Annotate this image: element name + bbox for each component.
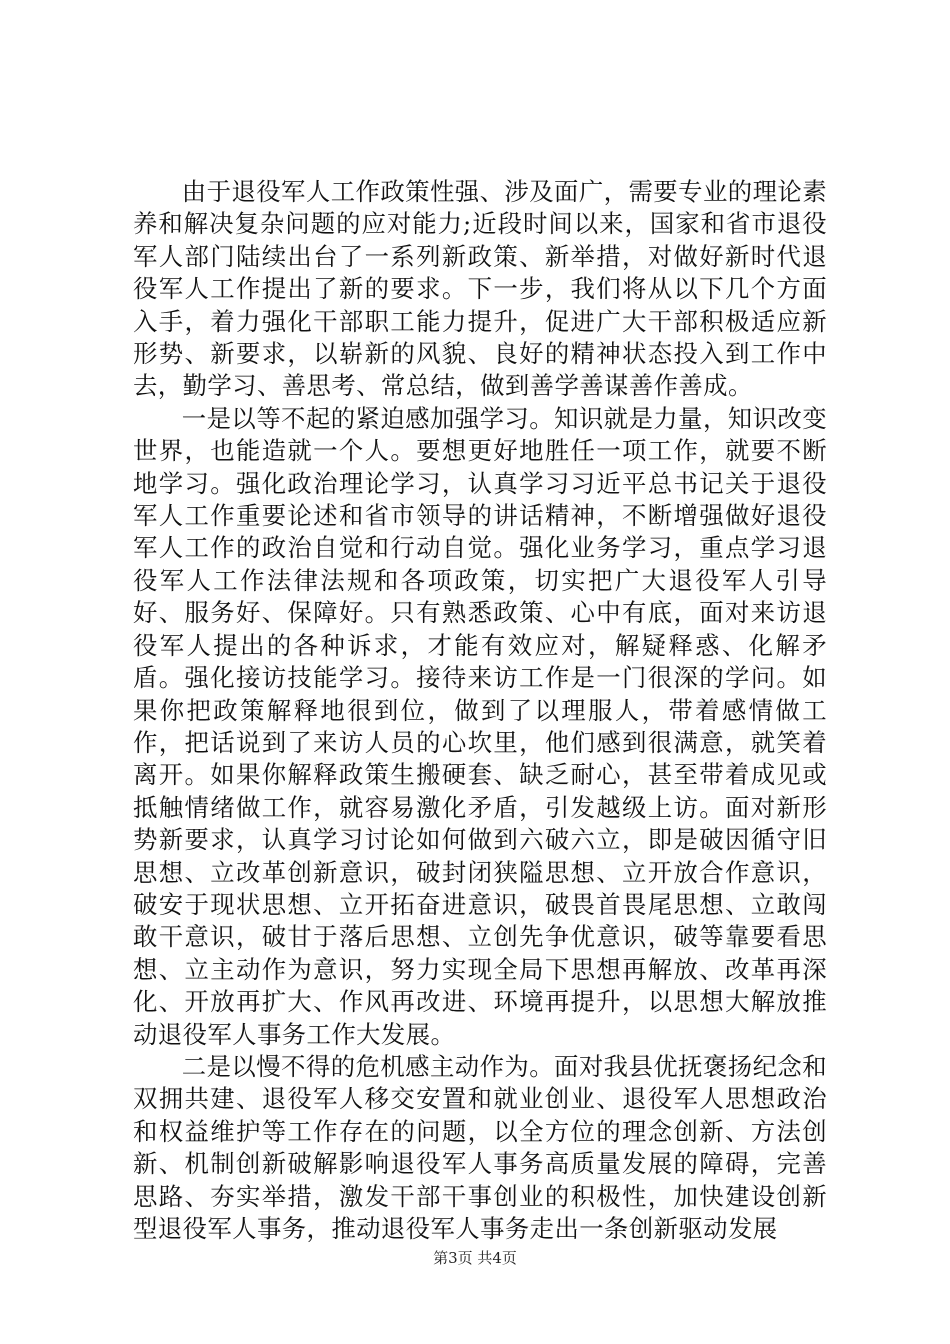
paragraph-intro: 由于退役军人工作政策性强、涉及面广，需要专业的理论素养和解决复杂问题的应对能力;近段时间以来，国家和省市退役军人部门陆续出台了一系列新政策、新举措，对做好新时代退役军人工作提出了新的要求。下一步，我们将从以下几个方面入手，着力强化干部职工能力提升，促进广大干部积极适应新形势、新要求，以崭新的风貌、良好的精神状态投入到工作中去，勤学习、善思考、常总结，做到善学善谋善作善成。 (133, 177, 827, 401)
document-body (133, 176, 827, 1245)
page-number-footer: 第3页 共4页 (433, 1249, 517, 1267)
paragraph-point-one: 一是以等不起的紧迫感加强学习。知识就是力量，知识改变世界，也能造就一个人。要想更好地胜任一项工作，就要不断地学习。强化政治理论学习，认真学习习近平总书记关于退役军人工作重要论述和省市领导的讲话精神，不断增强做好退役军人工作的政治自觉和行动自觉。强化业务学习，重点学习退役军人工作法律法规和各项政策，切实把广大退役军人引导好、服务好、保障好。只有熟悉政策、心中有底，面对来访退役军人提出的各种诉求，才能有效应对，解疑释惑、化解矛盾。强化接访技能学习。接待来访工作是一门很深的学问。如果你把政策解释地很到位，做到了以理服人，带着感情做工作，把话说到了来访人员的心坎里，他们感到很满意，就笑着离开。如果你解释政策生搬硬套、缺乏耐心，甚至带着成见或抵触情绪做工作，就容易激化矛盾，引发越级上访。面对新形势新要求，认真学习讨论如何做到六破六立，即是破因循守旧思想、立改革创新意识，破封闭狭隘思想、立开放合作意识，破安于现状思想、立开拓奋进意识，破畏首畏尾思想、立敢闯敢干意识，破甘于落后思想、立创先争优意识，破等靠要看思想、立主动作为意识，努力实现全局下思想再解放、改革再深化、开放再扩大、作风再改进、环境再提升，以思想大解放推动退役军人事务工作大发展。 (133, 403, 827, 1049)
paragraph-point-two: 二是以慢不得的危机感主动作为。面对我县优抚褒扬纪念和双拥共建、退役军人移交安置和就业创业、退役军人思想政治和权益维护等工作存在的问题，以全方位的理念创新、方法创新、机制创新破解影响退役军人事务高质量发展的障碍，完善思路、夯实举措，激发干部干事创业的积极性，加快建设创新型退役军人事务，推动退役军人事务走出一条创新驱动发展 (133, 1051, 827, 1243)
